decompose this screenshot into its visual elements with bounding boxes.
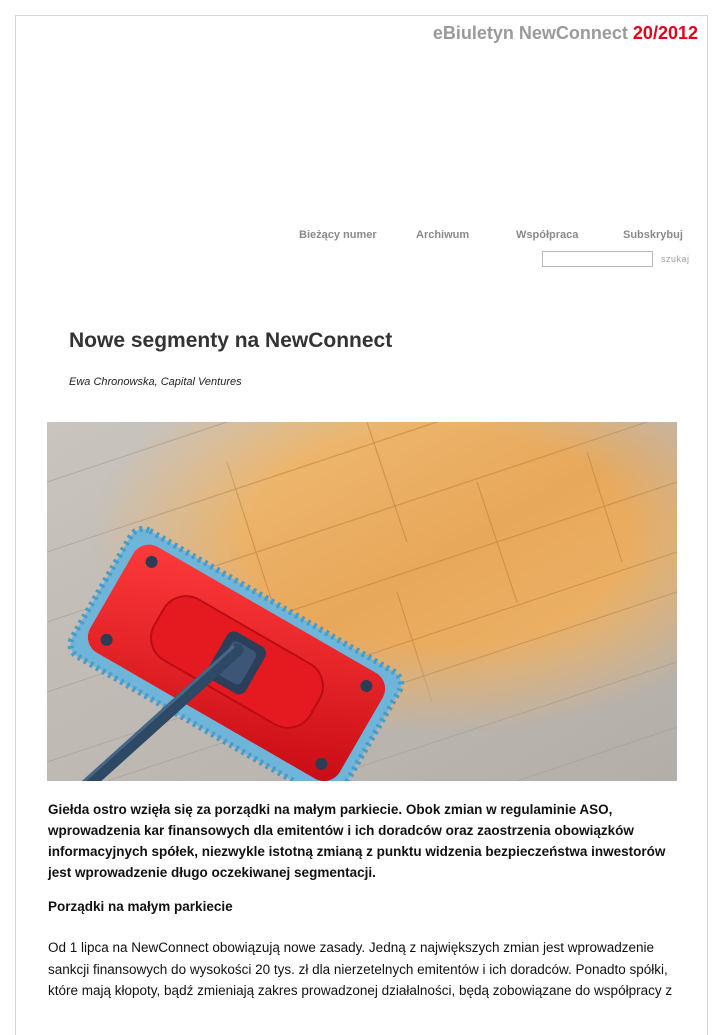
- masthead: [433, 23, 698, 44]
- search-input[interactable]: [542, 251, 653, 267]
- search-button[interactable]: szukaj: [661, 254, 690, 264]
- section-heading: Porządki na małym parkiecie: [48, 899, 233, 914]
- masthead-name: eBiuletyn NewConnect: [432, 23, 628, 43]
- nav-item-archive[interactable]: Archiwum: [416, 229, 470, 241]
- nav-item-current-issue[interactable]: Bieżący numer: [299, 229, 377, 241]
- masthead-issue: 20/2012: [632, 23, 698, 43]
- article-author: Ewa Chronowska, Capital Ventures: [69, 376, 242, 388]
- nav-item-cooperation[interactable]: Współpraca: [516, 229, 579, 241]
- article-body: Od 1 lipca na NewConnect obowiązują nowe zasady. Jedną z największych zmian jest wprowadzenie sankcji finansowych do wysokości 20 tys. zł dla nierzetelnych emitentów i ich doradców. Ponadto spółki, które mają kłopoty, bądź zmieniają zakres prowadzonej działalności, będą zobowiązane do współpracy z: [48, 940, 673, 998]
- article-lead: Giełda ostro wzięła się za porządki na małym parkiecie. Obok zmian w regulaminie ASO, wprowadzenia kar finansowych dla emitentów i ich doradców oraz zaostrzenia obowiązków informacyjnych spółek, niezwykle istotną zmianą z punktu widzenia bezpieczeństwa inwestorów jest wprowadzenie długo oczekiwanej segmentacji.: [48, 802, 666, 880]
- article-title: Nowe segmenty na NewConnect: [69, 329, 393, 352]
- nav-item-subscribe[interactable]: Subskrybuj: [623, 229, 683, 241]
- hero-image-mop-on-floor: [47, 422, 677, 781]
